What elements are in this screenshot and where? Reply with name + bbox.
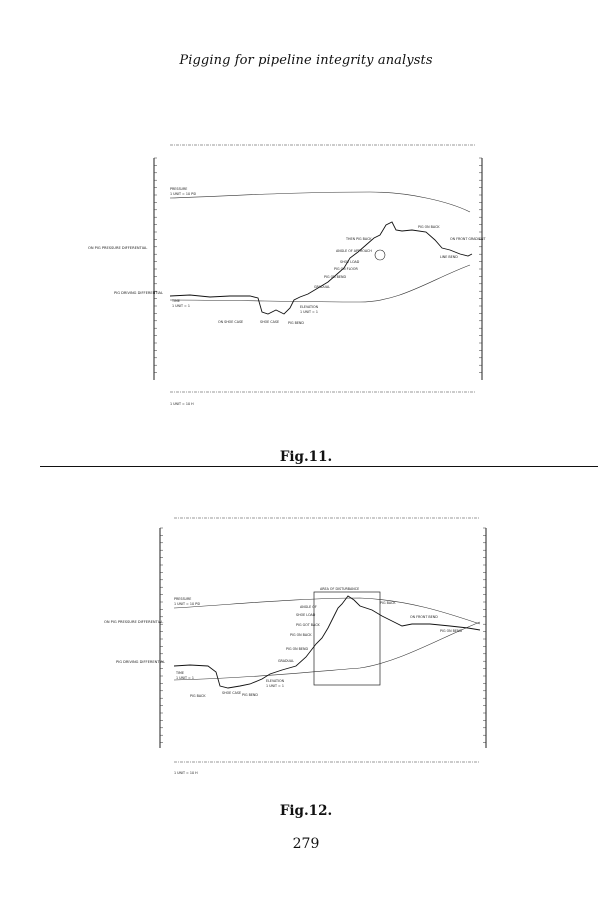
label-on-front-gradient: ON FRONT GRADIENT [450, 237, 486, 241]
label-pig-got-back: PIG GOT BACK [296, 623, 320, 627]
label-pig-on-bend: PIG ON BEND [286, 647, 309, 651]
label-pig-on-back: PIG ON BACK [418, 225, 440, 229]
label-on-shoe-case: ON SHOE CASE [218, 320, 244, 324]
elevation-unit: 1 UNIT = 1 [266, 684, 284, 688]
label-pig-on-floor: PIG ON FLOOR [334, 267, 358, 271]
time-label: TIME [172, 299, 180, 303]
time-label: TIME [176, 671, 184, 675]
time-unit: 1 UNIT = 1 [176, 676, 194, 680]
pressure-label: PRESSURE [174, 597, 192, 601]
fig11-left-label-pressure: ON PIG PRESSURE DIFFERENTIAL [88, 246, 148, 250]
elevation-label: ELEVATION [300, 305, 319, 309]
label-on-front-bend: ON FRONT BEND [410, 615, 438, 619]
figure-11-caption: Fig.11. [279, 449, 333, 465]
fig11-left-label-driving: PIG DRIVING DIFFERENTIAL [114, 291, 164, 295]
label-angle-of: ANGLE OF [300, 605, 317, 609]
label-shoe-case: SHOE CASE [260, 320, 280, 324]
label-pig-bend: PIG BEND [242, 693, 258, 697]
fig12-left-label-pressure: ON PIG PRESSURE DIFFERENTIAL [104, 620, 164, 624]
pressure-curve [170, 192, 470, 212]
label-pig-bend: PIG BEND [288, 321, 304, 325]
annotation-circle [375, 250, 385, 260]
elevation-unit: 1 UNIT = 1 [300, 310, 318, 314]
label-pig-back-2: PIG BACK [380, 601, 396, 605]
label-gradual: GRADUAL [314, 285, 331, 289]
figure-11-plot [150, 140, 492, 412]
horizontal-rule [40, 466, 598, 467]
label-line-bend: LINE BEND [440, 255, 458, 259]
time-unit: 1 UNIT = 1 [172, 304, 190, 308]
pressure-unit: 1 UNIT = 10 PSI [174, 602, 201, 606]
pressure-label: PRESSURE [170, 187, 188, 191]
label-pig-back: PIG BACK [190, 694, 206, 698]
pressure-unit: 1 UNIT = 10 PSI [170, 192, 197, 196]
label-pig-on-bend: PIG ON BEND [324, 275, 347, 279]
figure-12-svg [150, 512, 492, 777]
fig12-left-label-driving: PIG DRIVING DIFFERENTIAL [116, 660, 166, 664]
figure-12-plot [150, 512, 492, 777]
page-number: 279 [292, 836, 320, 852]
figure-12-caption: Fig.12. [279, 803, 333, 819]
pressure-curve [174, 598, 480, 624]
elevation-curve [174, 622, 480, 680]
label-shoe-load: SHOE LOAD [296, 613, 316, 617]
label-angle-of-approach: ANGLE OF APPROACH [336, 249, 372, 253]
figure-11-svg [150, 140, 492, 412]
running-head: Pigging for pipeline integrity analysts [179, 53, 433, 68]
elevation-label: ELEVATION [266, 679, 285, 683]
label-pig-on-back: PIG ON BACK [290, 633, 312, 637]
x-axis-unit: 1 UNIT = 10 H [170, 402, 194, 406]
label-gradual: GRADUAL [278, 659, 295, 663]
label-shoe-case: SHOE CASE [222, 691, 242, 695]
disturbance-label: AREA OF DISTURBANCE [320, 587, 360, 591]
label-then-pig-back: THEN PIG BACK [346, 237, 372, 241]
label-shoe-load: SHOE LOAD [340, 260, 360, 264]
x-axis-unit: 1 UNIT = 10 H [174, 771, 198, 775]
label-pig-on-bend-2: PIG ON BEND [440, 629, 463, 633]
